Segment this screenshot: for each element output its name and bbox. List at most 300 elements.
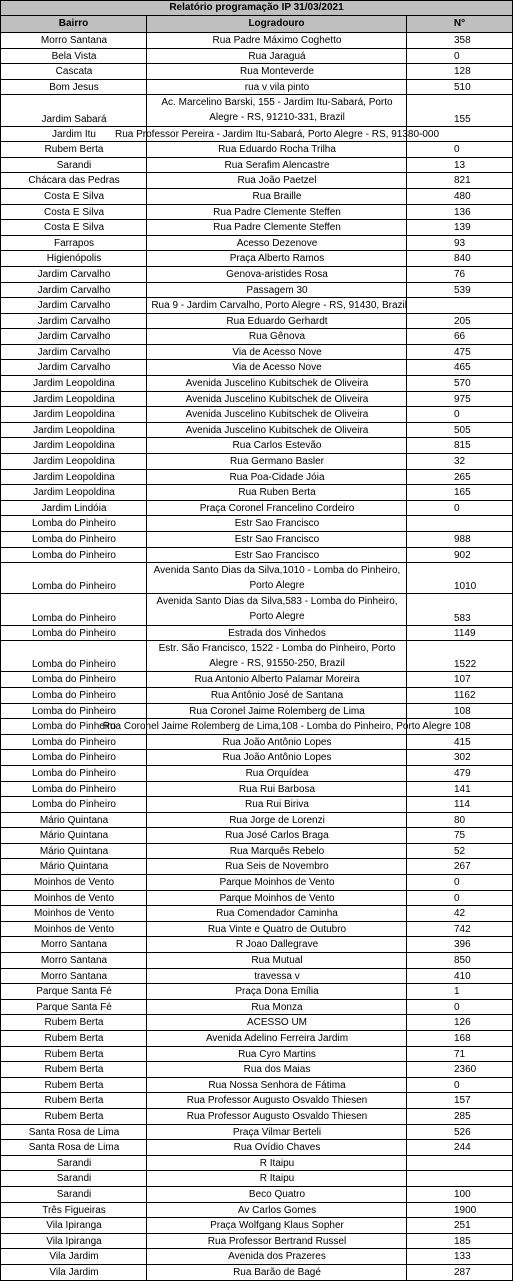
cell-numero[interactable]: 0 bbox=[406, 49, 513, 65]
cell-bairro[interactable]: Vila Jardim bbox=[0, 1249, 147, 1265]
table-row bbox=[0, 407, 513, 423]
cell-logradouro[interactable]: Ac. Marcelino Barski, 155 - Jardim Itu-Sabará, Porto Alegre - RS, 91210-331, Brazil bbox=[146, 95, 407, 126]
cell-numero[interactable]: 505 bbox=[406, 423, 513, 439]
cell-bairro[interactable]: Costa E Silva bbox=[0, 189, 147, 205]
cell-bairro[interactable]: Rubem Berta bbox=[0, 1062, 147, 1078]
table-row bbox=[0, 1171, 513, 1187]
cell-bairro[interactable]: Vila Ipiranga bbox=[0, 1218, 147, 1234]
cell-logradouro[interactable] bbox=[114, 127, 440, 143]
table-row bbox=[0, 251, 513, 267]
cell-numero[interactable]: 32 bbox=[406, 454, 513, 470]
cell-logradouro[interactable]: Rua Eduardo Rocha Trilha bbox=[146, 142, 407, 158]
cell-numero[interactable]: 1900 bbox=[406, 1203, 513, 1219]
cell-logradouro[interactable]: Rua Jorge de Lorenzi bbox=[146, 813, 407, 829]
table-row bbox=[0, 298, 513, 314]
cell-bairro[interactable]: Mário Quintana bbox=[0, 813, 147, 829]
table-row bbox=[0, 844, 513, 860]
cell-logradouro[interactable]: Rua João Paetzel bbox=[146, 173, 407, 189]
cell-bairro[interactable]: Sarandi bbox=[0, 158, 147, 174]
cell-numero[interactable]: 902 bbox=[406, 548, 513, 564]
cell-bairro[interactable]: Rubem Berta bbox=[0, 1047, 147, 1063]
cell-logradouro[interactable]: Rua Padre Máximo Coghetto bbox=[146, 33, 407, 49]
table-row bbox=[0, 501, 513, 517]
cell-numero[interactable]: 815 bbox=[406, 438, 513, 454]
cell-logradouro[interactable]: Praça Dona Emília bbox=[146, 984, 407, 1000]
cell-logradouro[interactable]: Acesso Dezenove bbox=[146, 236, 407, 252]
cell-numero[interactable]: 583 bbox=[406, 594, 513, 625]
cell-logradouro[interactable]: Avenida Juscelino Kubitschek de Oliveira bbox=[146, 392, 407, 408]
cell-numero[interactable]: 539 bbox=[406, 283, 513, 299]
cell-numero[interactable]: 285 bbox=[406, 1109, 513, 1125]
cell-bairro[interactable]: Farrapos bbox=[0, 236, 147, 252]
cell-logradouro[interactable]: Rua Antonio Alberto Palamar Moreira bbox=[146, 672, 407, 688]
cell-bairro[interactable]: Lomba do Pinheiro bbox=[0, 594, 147, 625]
cell-bairro[interactable]: Moinhos de Vento bbox=[0, 906, 147, 922]
table-row bbox=[0, 1062, 513, 1078]
cell-numero[interactable]: 114 bbox=[406, 797, 513, 813]
table-row bbox=[0, 283, 513, 299]
cell-bairro[interactable]: Morro Santana bbox=[0, 937, 147, 953]
cell-logradouro[interactable] bbox=[102, 719, 452, 735]
table-row bbox=[0, 423, 513, 439]
cell-numero[interactable]: 840 bbox=[406, 251, 513, 267]
cell-numero[interactable] bbox=[406, 127, 513, 143]
cell-logradouro[interactable]: Via de Acesso Nove bbox=[146, 360, 407, 376]
cell-bairro[interactable]: Jardim Carvalho bbox=[0, 345, 147, 361]
cell-numero[interactable]: 265 bbox=[406, 470, 513, 486]
table-row bbox=[0, 828, 513, 844]
cell-logradouro[interactable]: Avenida dos Prazeres bbox=[146, 1249, 407, 1265]
table-row bbox=[0, 1000, 513, 1016]
cell-bairro[interactable]: Jardim Leopoldina bbox=[0, 392, 147, 408]
cell-bairro[interactable]: Vila Ipiranga bbox=[0, 1234, 147, 1250]
cell-numero[interactable]: 0 bbox=[406, 1000, 513, 1016]
table-row bbox=[0, 532, 513, 548]
cell-numero[interactable]: 302 bbox=[406, 750, 513, 766]
table-row bbox=[0, 1015, 513, 1031]
cell-numero[interactable]: 742 bbox=[406, 922, 513, 938]
cell-bairro[interactable]: Rubem Berta bbox=[0, 1078, 147, 1094]
table-row bbox=[0, 1125, 513, 1141]
cell-numero[interactable]: 415 bbox=[406, 735, 513, 751]
cell-numero[interactable]: 850 bbox=[406, 953, 513, 969]
cell-numero[interactable]: 480 bbox=[406, 189, 513, 205]
report-title: Relatório programação IP 31/03/2021 bbox=[0, 0, 513, 16]
cell-bairro[interactable]: Higienópolis bbox=[0, 251, 147, 267]
table-row bbox=[0, 672, 513, 688]
cell-logradouro-text: Rua Coronel Jaime Rolemberg de Lima,108 - Lomba do Pinheiro, Porto Alegre bbox=[102, 721, 452, 733]
cell-logradouro[interactable]: ACESSO UM bbox=[146, 1015, 407, 1031]
cell-bairro[interactable]: Lomba do Pinheiro bbox=[0, 688, 147, 704]
cell-bairro[interactable]: Jardim Carvalho bbox=[0, 267, 147, 283]
header-logradouro: Logradouro bbox=[146, 16, 407, 33]
cell-logradouro[interactable]: Passagem 30 bbox=[146, 283, 407, 299]
cell-logradouro[interactable]: Av Carlos Gomes bbox=[146, 1203, 407, 1219]
cell-numero[interactable]: 510 bbox=[406, 80, 513, 96]
cell-bairro[interactable]: Lomba do Pinheiro bbox=[0, 626, 147, 642]
table-row bbox=[0, 189, 513, 205]
cell-bairro[interactable]: Parque Santa Fé bbox=[0, 984, 147, 1000]
cell-bairro[interactable]: Lomba do Pinheiro bbox=[0, 735, 147, 751]
table-row bbox=[0, 735, 513, 751]
cell-bairro[interactable]: Mário Quintana bbox=[0, 859, 147, 875]
cell-logradouro[interactable]: Rua Comendador Caminha bbox=[146, 906, 407, 922]
cell-logradouro[interactable]: Via de Acesso Nove bbox=[146, 345, 407, 361]
cell-bairro[interactable]: Jardim Leopoldina bbox=[0, 485, 147, 501]
table-row bbox=[0, 1140, 513, 1156]
cell-numero[interactable]: 52 bbox=[406, 844, 513, 860]
cell-numero[interactable]: 975 bbox=[406, 392, 513, 408]
cell-numero[interactable]: 108 bbox=[406, 704, 513, 720]
cell-logradouro[interactable]: Praça Alberto Ramos bbox=[146, 251, 407, 267]
cell-numero[interactable]: 126 bbox=[406, 1015, 513, 1031]
cell-bairro[interactable]: Jardim Leopoldina bbox=[0, 454, 147, 470]
cell-logradouro[interactable]: Rua Serafim Alencastre bbox=[146, 158, 407, 174]
cell-bairro[interactable]: Moinhos de Vento bbox=[0, 891, 147, 907]
cell-numero[interactable]: 358 bbox=[406, 33, 513, 49]
cell-numero[interactable]: 465 bbox=[406, 360, 513, 376]
cell-logradouro[interactable]: Rua Padre Clemente Steffen bbox=[146, 220, 407, 236]
table-row bbox=[0, 1047, 513, 1063]
cell-logradouro[interactable] bbox=[146, 298, 407, 314]
cell-bairro[interactable]: Costa E Silva bbox=[0, 220, 147, 236]
cell-bairro[interactable]: Vila Jardim bbox=[0, 1265, 147, 1281]
cell-numero[interactable]: 76 bbox=[406, 267, 513, 283]
cell-numero[interactable]: 988 bbox=[406, 532, 513, 548]
cell-logradouro[interactable]: Rua Orquídea bbox=[146, 766, 407, 782]
cell-logradouro[interactable]: Estr Sao Francisco bbox=[146, 532, 407, 548]
cell-logradouro[interactable]: Rua Mutual bbox=[146, 953, 407, 969]
cell-logradouro[interactable]: Rua Ovídio Chaves bbox=[146, 1140, 407, 1156]
cell-bairro[interactable]: Jardim Itu bbox=[0, 127, 147, 143]
cell-logradouro[interactable]: Genova-aristides Rosa bbox=[146, 267, 407, 283]
cell-logradouro[interactable]: Rua Professor Bertrand Russel bbox=[146, 1234, 407, 1250]
cell-logradouro[interactable]: Rua Germano Basler bbox=[146, 454, 407, 470]
table-row bbox=[0, 33, 513, 49]
cell-logradouro[interactable]: Avenida Santo Dias da Silva,1010 - Lomba do Pinheiro, Porto Alegre bbox=[146, 563, 407, 594]
table-row bbox=[0, 64, 513, 80]
cell-bairro[interactable]: Moinhos de Vento bbox=[0, 875, 147, 891]
cell-bairro[interactable]: Lomba do Pinheiro bbox=[0, 704, 147, 720]
cell-logradouro[interactable]: Rua Monza bbox=[146, 1000, 407, 1016]
cell-numero[interactable] bbox=[406, 516, 513, 532]
cell-bairro[interactable]: Jardim Leopoldina bbox=[0, 438, 147, 454]
cell-numero[interactable]: 1522 bbox=[406, 641, 513, 672]
cell-bairro[interactable]: Lomba do Pinheiro bbox=[0, 563, 147, 594]
cell-bairro[interactable]: Morro Santana bbox=[0, 33, 147, 49]
table-row bbox=[0, 1249, 513, 1265]
cell-logradouro[interactable]: Rua José Carlos Braga bbox=[146, 828, 407, 844]
cell-bairro[interactable]: Morro Santana bbox=[0, 953, 147, 969]
cell-bairro[interactable]: Lomba do Pinheiro bbox=[0, 750, 147, 766]
cell-bairro[interactable]: Bom Jesus bbox=[0, 80, 147, 96]
cell-logradouro[interactable]: Rua Antônio José de Santana bbox=[146, 688, 407, 704]
cell-logradouro[interactable]: Estr Sao Francisco bbox=[146, 548, 407, 564]
table-row bbox=[0, 329, 513, 345]
cell-numero[interactable]: 133 bbox=[406, 1249, 513, 1265]
cell-logradouro[interactable]: Beco Quatro bbox=[146, 1187, 407, 1203]
cell-logradouro[interactable]: Rua Gênova bbox=[146, 329, 407, 345]
table-row bbox=[0, 1156, 513, 1172]
table-row bbox=[0, 220, 513, 236]
cell-bairro[interactable]: Jardim Leopoldina bbox=[0, 423, 147, 439]
cell-logradouro[interactable]: Estr. São Francisco, 1522 - Lomba do Pinheiro, Porto Alegre - RS, 91550-250, Brazil bbox=[146, 641, 407, 672]
cell-bairro[interactable]: Morro Santana bbox=[0, 969, 147, 985]
table-row bbox=[0, 859, 513, 875]
table-row bbox=[0, 969, 513, 985]
cell-logradouro[interactable]: Rua Seis de Novembro bbox=[146, 859, 407, 875]
table-row bbox=[0, 142, 513, 158]
cell-numero[interactable]: 0 bbox=[406, 142, 513, 158]
cell-numero[interactable]: 396 bbox=[406, 937, 513, 953]
cell-logradouro[interactable]: Rua Coronel Jaime Rolemberg de Lima bbox=[146, 704, 407, 720]
cell-numero[interactable]: 1 bbox=[406, 984, 513, 1000]
cell-logradouro[interactable]: Rua Carlos Estevão bbox=[146, 438, 407, 454]
cell-logradouro[interactable]: Rua Cyro Martins bbox=[146, 1047, 407, 1063]
cell-numero[interactable]: 100 bbox=[406, 1187, 513, 1203]
table-row bbox=[0, 1218, 513, 1234]
table-row bbox=[0, 470, 513, 486]
cell-logradouro[interactable]: Avenida Santo Dias da Silva,583 - Lomba do Pinheiro, Porto Alegre bbox=[146, 594, 407, 625]
table-row bbox=[0, 688, 513, 704]
cell-logradouro[interactable]: Avenida Juscelino Kubitschek de Oliveira bbox=[146, 407, 407, 423]
cell-numero[interactable]: 107 bbox=[406, 672, 513, 688]
cell-numero[interactable]: 205 bbox=[406, 314, 513, 330]
cell-logradouro[interactable]: Parque Moinhos de Vento bbox=[146, 875, 407, 891]
cell-logradouro[interactable]: Praça Coronel Francelino Cordeiro bbox=[146, 501, 407, 517]
cell-numero[interactable]: 287 bbox=[406, 1265, 513, 1281]
cell-numero[interactable]: 155 bbox=[406, 95, 513, 126]
cell-logradouro[interactable]: Praça Wolfgang Klaus Sopher bbox=[146, 1218, 407, 1234]
cell-logradouro[interactable]: travessa v bbox=[146, 969, 407, 985]
table-row bbox=[0, 173, 513, 189]
table-row bbox=[0, 1093, 513, 1109]
table-row bbox=[0, 360, 513, 376]
cell-logradouro[interactable]: Rua Jaraguá bbox=[146, 49, 407, 65]
cell-bairro[interactable]: Lomba do Pinheiro bbox=[0, 516, 147, 532]
cell-numero[interactable]: 136 bbox=[406, 205, 513, 221]
cell-bairro[interactable]: Santa Rosa de Lima bbox=[0, 1125, 147, 1141]
cell-bairro[interactable]: Moinhos de Vento bbox=[0, 922, 147, 938]
cell-logradouro[interactable]: Avenida Adelino Ferreira Jardim bbox=[146, 1031, 407, 1047]
cell-bairro[interactable]: Sarandi bbox=[0, 1171, 147, 1187]
cell-logradouro[interactable]: R Itaipu bbox=[146, 1171, 407, 1187]
cell-bairro[interactable]: Rubem Berta bbox=[0, 142, 147, 158]
table-row bbox=[0, 750, 513, 766]
cell-bairro[interactable]: Lomba do Pinheiro bbox=[0, 719, 147, 735]
cell-bairro[interactable]: Sarandi bbox=[0, 1156, 147, 1172]
cell-bairro[interactable]: Lomba do Pinheiro bbox=[0, 532, 147, 548]
cell-logradouro[interactable]: R Itaipu bbox=[146, 1156, 407, 1172]
cell-numero[interactable]: 13 bbox=[406, 158, 513, 174]
table-row bbox=[0, 875, 513, 891]
table-row bbox=[0, 626, 513, 642]
cell-numero[interactable]: 526 bbox=[406, 1125, 513, 1141]
table-row bbox=[0, 641, 513, 672]
cell-bairro[interactable]: Lomba do Pinheiro bbox=[0, 782, 147, 798]
cell-numero[interactable]: 475 bbox=[406, 345, 513, 361]
cell-numero[interactable]: 80 bbox=[406, 813, 513, 829]
cell-bairro[interactable]: Jardim Carvalho bbox=[0, 314, 147, 330]
cell-bairro[interactable]: Mário Quintana bbox=[0, 844, 147, 860]
cell-numero[interactable]: 479 bbox=[406, 766, 513, 782]
cell-bairro[interactable]: Rubem Berta bbox=[0, 1031, 147, 1047]
cell-logradouro[interactable]: Parque Moinhos de Vento bbox=[146, 891, 407, 907]
table-row bbox=[0, 1078, 513, 1094]
cell-numero[interactable] bbox=[406, 1171, 513, 1187]
cell-bairro[interactable]: Chácara das Pedras bbox=[0, 173, 147, 189]
table-row bbox=[0, 1203, 513, 1219]
cell-bairro[interactable]: Lomba do Pinheiro bbox=[0, 766, 147, 782]
cell-numero[interactable]: 42 bbox=[406, 906, 513, 922]
cell-logradouro[interactable]: Rua Ruben Berta bbox=[146, 485, 407, 501]
cell-bairro[interactable]: Sarandi bbox=[0, 1187, 147, 1203]
cell-logradouro[interactable]: Rua Professor Augusto Osvaldo Thiesen bbox=[146, 1109, 407, 1125]
cell-logradouro[interactable]: Rua Professor Augusto Osvaldo Thiesen bbox=[146, 1093, 407, 1109]
cell-bairro[interactable]: Jardim Carvalho bbox=[0, 283, 147, 299]
cell-bairro[interactable]: Jardim Leopoldina bbox=[0, 407, 147, 423]
cell-numero[interactable]: 0 bbox=[406, 407, 513, 423]
cell-logradouro[interactable]: Rua Padre Clemente Steffen bbox=[146, 205, 407, 221]
table-row bbox=[0, 766, 513, 782]
table-row bbox=[0, 438, 513, 454]
cell-bairro[interactable]: Santa Rosa de Lima bbox=[0, 1140, 147, 1156]
cell-numero[interactable]: 0 bbox=[406, 891, 513, 907]
cell-logradouro[interactable]: Estrada dos Vinhedos bbox=[146, 626, 407, 642]
cell-numero[interactable]: 1010 bbox=[406, 563, 513, 594]
cell-logradouro[interactable]: Rua Marquês Rebelo bbox=[146, 844, 407, 860]
cell-numero[interactable]: 157 bbox=[406, 1093, 513, 1109]
cell-logradouro[interactable]: Avenida Juscelino Kubitschek de Oliveira bbox=[146, 376, 407, 392]
cell-numero[interactable]: 0 bbox=[406, 501, 513, 517]
cell-logradouro[interactable]: Praça Vilmar Berteli bbox=[146, 1125, 407, 1141]
cell-bairro[interactable]: Parque Santa Fé bbox=[0, 1000, 147, 1016]
cell-bairro[interactable]: Rubem Berta bbox=[0, 1093, 147, 1109]
cell-logradouro[interactable]: Rua Rui Barbosa bbox=[146, 782, 407, 798]
table-row bbox=[0, 548, 513, 564]
cell-bairro[interactable]: Lomba do Pinheiro bbox=[0, 797, 147, 813]
cell-bairro[interactable]: Jardim Sabará bbox=[0, 95, 147, 126]
cell-logradouro[interactable]: Rua dos Maias bbox=[146, 1062, 407, 1078]
cell-bairro[interactable]: Jardim Leopoldina bbox=[0, 376, 147, 392]
table-row bbox=[0, 267, 513, 283]
cell-numero[interactable]: 1162 bbox=[406, 688, 513, 704]
cell-bairro[interactable]: Rubem Berta bbox=[0, 1015, 147, 1031]
cell-numero[interactable]: 1149 bbox=[406, 626, 513, 642]
cell-logradouro[interactable]: Rua Barão de Bagé bbox=[146, 1265, 407, 1281]
cell-bairro[interactable]: Jardim Carvalho bbox=[0, 360, 147, 376]
table-row bbox=[0, 984, 513, 1000]
table-row bbox=[0, 205, 513, 221]
table-row bbox=[0, 1234, 513, 1250]
cell-logradouro[interactable]: Rua Vinte e Quatro de Outubro bbox=[146, 922, 407, 938]
cell-bairro[interactable]: Jardim Carvalho bbox=[0, 329, 147, 345]
cell-bairro[interactable]: Três Figueiras bbox=[0, 1203, 147, 1219]
cell-numero[interactable]: 821 bbox=[406, 173, 513, 189]
table-row bbox=[0, 485, 513, 501]
table-row bbox=[0, 594, 513, 625]
cell-numero[interactable] bbox=[406, 298, 513, 314]
table-row bbox=[0, 127, 513, 143]
table-row bbox=[0, 797, 513, 813]
cell-numero[interactable]: 108 bbox=[406, 719, 513, 735]
cell-logradouro[interactable]: Rua João Antônio Lopes bbox=[146, 750, 407, 766]
table-row bbox=[0, 1187, 513, 1203]
cell-logradouro[interactable]: Rua João Antônio Lopes bbox=[146, 735, 407, 751]
cell-numero[interactable]: 570 bbox=[406, 376, 513, 392]
cell-numero[interactable]: 410 bbox=[406, 969, 513, 985]
cell-logradouro[interactable]: rua v vila pinto bbox=[146, 80, 407, 96]
cell-bairro[interactable]: Jardim Lindóia bbox=[0, 501, 147, 517]
header-bairro: Bairro bbox=[0, 16, 147, 33]
cell-numero[interactable]: 75 bbox=[406, 828, 513, 844]
table-row bbox=[0, 516, 513, 532]
cell-logradouro[interactable]: Estr Sao Francisco bbox=[146, 516, 407, 532]
cell-numero[interactable]: 139 bbox=[406, 220, 513, 236]
table-row bbox=[0, 782, 513, 798]
table-row bbox=[0, 49, 513, 65]
table-row bbox=[0, 454, 513, 470]
cell-numero[interactable]: 185 bbox=[406, 1234, 513, 1250]
cell-logradouro[interactable]: Rua Nossa Senhora de Fátima bbox=[146, 1078, 407, 1094]
cell-logradouro[interactable]: Rua Monteverde bbox=[146, 64, 407, 80]
cell-logradouro[interactable]: Rua Eduardo Gerhardt bbox=[146, 314, 407, 330]
cell-bairro[interactable]: Lomba do Pinheiro bbox=[0, 548, 147, 564]
cell-logradouro[interactable]: Rua Rui Biriva bbox=[146, 797, 407, 813]
cell-logradouro[interactable]: Rua Braille bbox=[146, 189, 407, 205]
cell-bairro[interactable]: Mário Quintana bbox=[0, 828, 147, 844]
cell-bairro[interactable]: Jardim Leopoldina bbox=[0, 470, 147, 486]
cell-numero[interactable]: 66 bbox=[406, 329, 513, 345]
table-row bbox=[0, 937, 513, 953]
cell-numero[interactable]: 267 bbox=[406, 859, 513, 875]
cell-numero[interactable]: 165 bbox=[406, 485, 513, 501]
table-row bbox=[0, 345, 513, 361]
cell-logradouro[interactable]: R Joao Dallegrave bbox=[146, 937, 407, 953]
cell-bairro[interactable]: Rubem Berta bbox=[0, 1109, 147, 1125]
table-row bbox=[0, 563, 513, 594]
table-row bbox=[0, 95, 513, 126]
cell-bairro[interactable]: Lomba do Pinheiro bbox=[0, 641, 147, 672]
cell-bairro[interactable]: Cascata bbox=[0, 64, 147, 80]
table-row bbox=[0, 236, 513, 252]
cell-numero[interactable]: 244 bbox=[406, 1140, 513, 1156]
cell-numero[interactable]: 93 bbox=[406, 236, 513, 252]
cell-numero[interactable]: 128 bbox=[406, 64, 513, 80]
cell-logradouro[interactable]: Avenida Juscelino Kubitschek de Oliveira bbox=[146, 423, 407, 439]
cell-bairro[interactable]: Lomba do Pinheiro bbox=[0, 672, 147, 688]
table-row bbox=[0, 314, 513, 330]
cell-logradouro-text: Rua Professor Pereira - Jardim Itu-Sabará, Porto Alegre - RS, 91380-000 bbox=[114, 128, 440, 140]
cell-numero[interactable]: 141 bbox=[406, 782, 513, 798]
table-row bbox=[0, 1265, 513, 1281]
table-row bbox=[0, 953, 513, 969]
cell-numero[interactable]: 2360 bbox=[406, 1062, 513, 1078]
cell-numero[interactable]: 71 bbox=[406, 1047, 513, 1063]
cell-numero[interactable] bbox=[406, 1156, 513, 1172]
cell-numero[interactable]: 0 bbox=[406, 1078, 513, 1094]
cell-bairro[interactable]: Jardim Carvalho bbox=[0, 298, 147, 314]
table-row bbox=[0, 891, 513, 907]
table-row bbox=[0, 392, 513, 408]
table-row bbox=[0, 158, 513, 174]
cell-numero[interactable]: 251 bbox=[406, 1218, 513, 1234]
cell-bairro[interactable]: Bela Vista bbox=[0, 49, 147, 65]
cell-numero[interactable]: 168 bbox=[406, 1031, 513, 1047]
cell-bairro[interactable]: Costa E Silva bbox=[0, 205, 147, 221]
cell-logradouro[interactable]: Rua Poa-Cidade Jóia bbox=[146, 470, 407, 486]
cell-numero[interactable]: 0 bbox=[406, 875, 513, 891]
